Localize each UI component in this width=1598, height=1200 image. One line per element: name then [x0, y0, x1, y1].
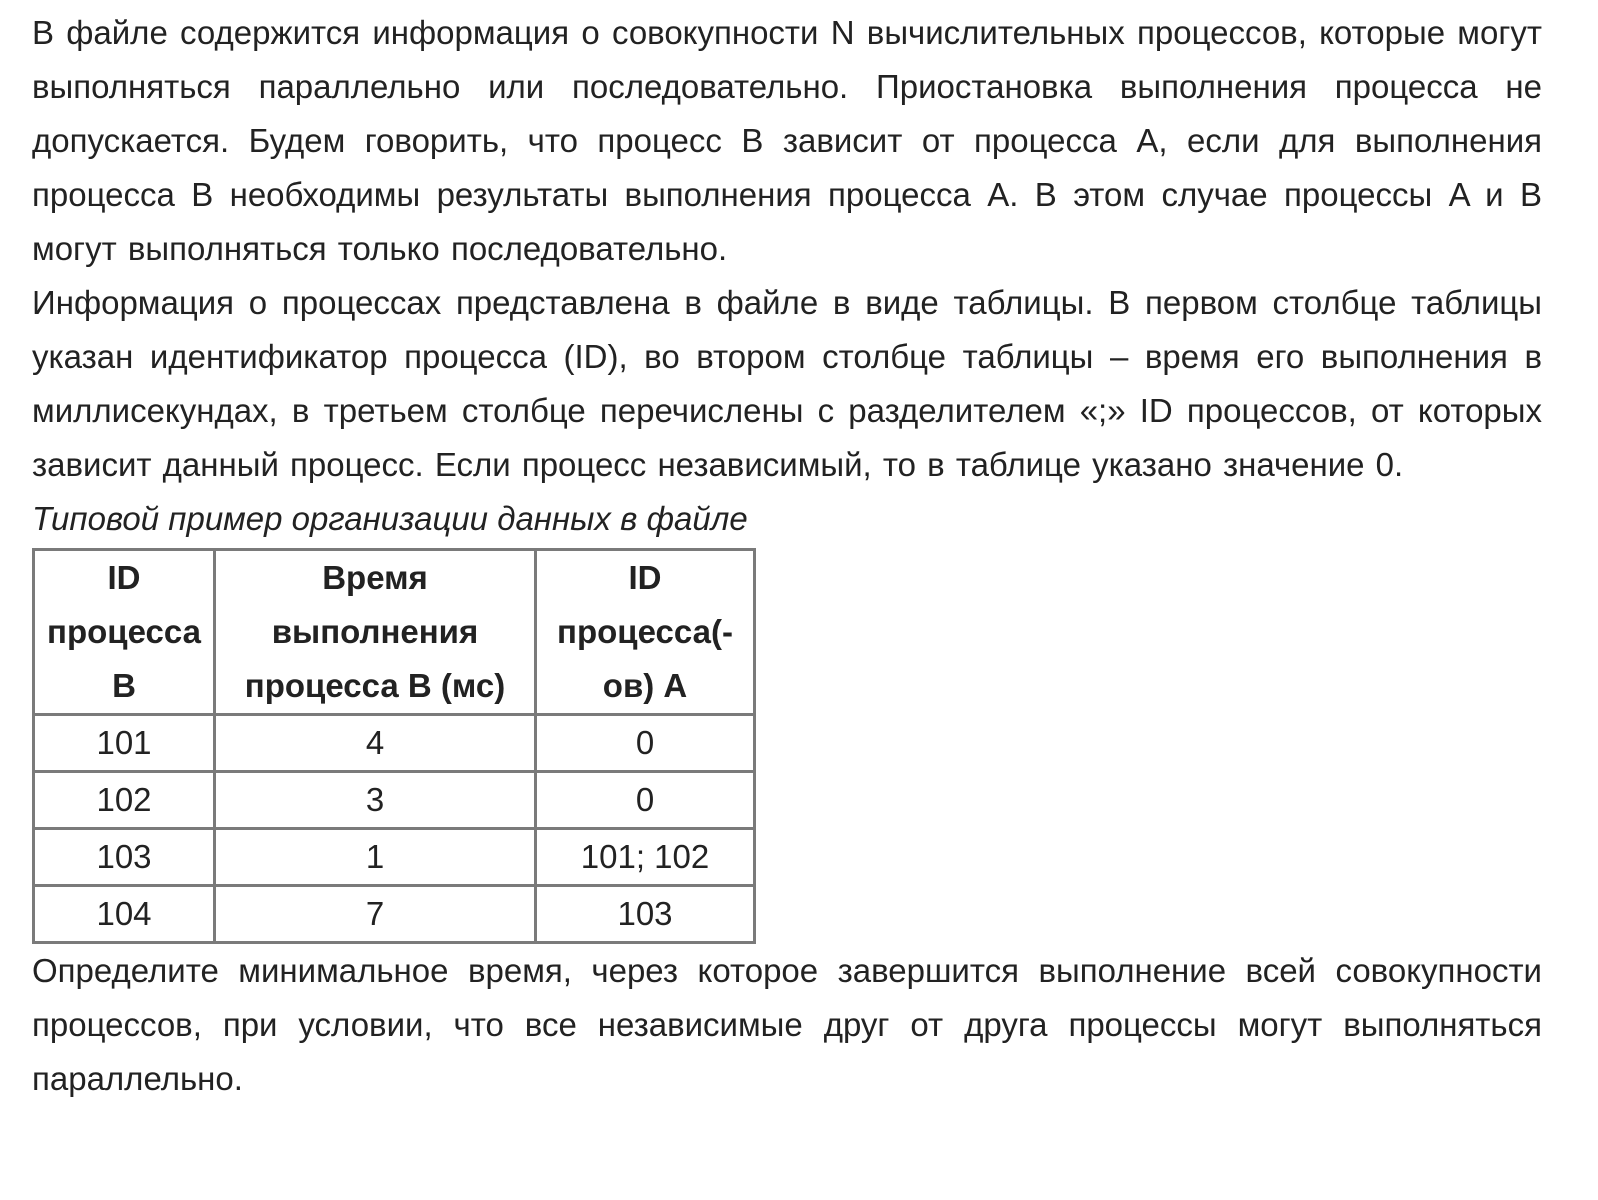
process-table: [32, 548, 756, 944]
header-line: ID: [628, 559, 662, 596]
header-line: ID: [107, 559, 141, 596]
header-process-id: [34, 550, 215, 715]
header-dependency-ids: [536, 550, 755, 715]
header-exec-time: [215, 550, 536, 715]
header-line: выполнения: [271, 613, 479, 650]
table-info-paragraph: Информация о процессах представлена в файле в виде таблицы. В первом столбце таблицы указан идентификатор процесса (ID), во втором столбце таблицы – время его выполнения в миллисекундах, в третьем столбце перечислены с разделителем «;» ID процессов, от которых зависит данный процесс. Если процесс независимый, то в таблице указано значение 0.: [32, 284, 1542, 483]
cell-dependency-ids: 0: [536, 715, 755, 772]
header-line: Время: [322, 559, 428, 596]
table-row: [34, 829, 755, 886]
table-row: [34, 886, 755, 943]
header-line: процесса(-: [557, 613, 733, 650]
cell-dependency-ids: 0: [536, 772, 755, 829]
table-row: [34, 715, 755, 772]
cell-dependency-ids: 103: [536, 886, 755, 943]
table-caption: Типовой пример организации данных в файле: [32, 500, 748, 537]
header-line: B: [112, 667, 136, 704]
cell-exec-time: 4: [215, 715, 536, 772]
cell-exec-time: 7: [215, 886, 536, 943]
question-paragraph: Определите минимальное время, через которое завершится выполнение всей совокупности процессов, при условии, что все независимые друг от друга процессы могут выполняться параллельно.: [32, 952, 1542, 1097]
intro-paragraph: В файле содержится информация о совокупности N вычислительных процессов, которые могут выполняться параллельно или последовательно. Приостановка выполнения процесса не допускается. Будем говорить, что процесс B зависит от процесса A, если для выполнения процесса B необходимы результаты выполнения процесса A. В этом случае процессы A и B могут выполняться только последовательно.: [32, 14, 1542, 267]
cell-exec-time: 1: [215, 829, 536, 886]
table-row: [34, 772, 755, 829]
header-line: процесса: [47, 613, 201, 650]
cell-process-id: 103: [34, 829, 215, 886]
table-header-row: [34, 550, 755, 715]
cell-exec-time: 3: [215, 772, 536, 829]
cell-process-id: 101: [34, 715, 215, 772]
header-line: ов) A: [602, 667, 688, 704]
header-line: процесса B (мс): [244, 667, 506, 704]
cell-dependency-ids: 101; 102: [536, 829, 755, 886]
document-body: [32, 6, 1542, 1106]
cell-process-id: 102: [34, 772, 215, 829]
cell-process-id: 104: [34, 886, 215, 943]
